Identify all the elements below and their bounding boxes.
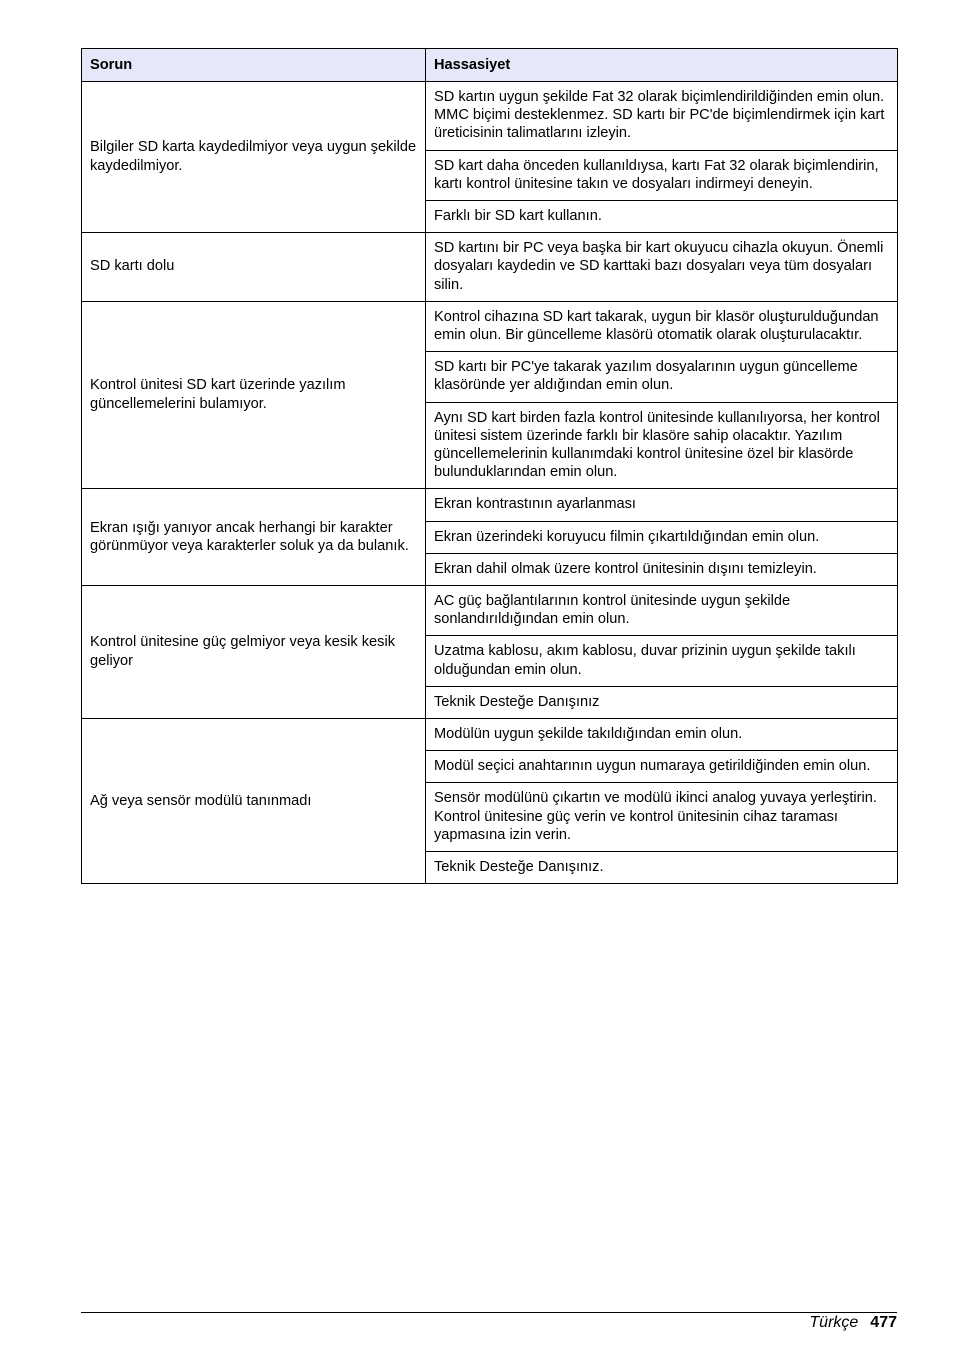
problem-cell: Bilgiler SD karta kaydedilmiyor veya uygun şekilde kaydedilmiyor. <box>82 82 426 233</box>
problem-cell: Kontrol ünitesine güç gelmiyor veya kesik kesik geliyor <box>82 586 426 719</box>
solution-cell: Uzatma kablosu, akım kablosu, duvar prizinin uygun şekilde takılı olduğundan emin olun. <box>426 636 898 686</box>
problem-cell: Ağ veya sensör modülü tanınmadı <box>82 719 426 884</box>
footer-language: Türkçe <box>809 1314 859 1331</box>
solution-cell: Ekran kontrastının ayarlanması <box>426 489 898 521</box>
troubleshooting-table <box>81 48 898 884</box>
table-row <box>82 233 898 302</box>
solution-cell: Ekran dahil olmak üzere kontrol ünitesinin dışını temizleyin. <box>426 553 898 585</box>
table-row <box>82 489 898 521</box>
page-footer <box>809 1313 897 1333</box>
problem-cell: SD kartı dolu <box>82 233 426 302</box>
solution-cell: Modülün uygun şekilde takıldığından emin olun. <box>426 719 898 751</box>
solution-cell: SD kartı bir PC'ye takarak yazılım dosyalarının uygun güncelleme klasöründe yer aldığından emin olun. <box>426 352 898 402</box>
solution-cell: Teknik Desteğe Danışınız <box>426 686 898 718</box>
table-header-row <box>82 49 898 82</box>
footer-divider <box>81 1312 897 1313</box>
table-row <box>82 586 898 636</box>
header-solution: Hassasiyet <box>426 49 898 82</box>
table-row <box>82 301 898 351</box>
solution-cell: Modül seçici anahtarının uygun numaraya getirildiğinden emin olun. <box>426 751 898 783</box>
table-row <box>82 82 898 151</box>
solution-cell: Sensör modülünü çıkartın ve modülü ikinci analog yuvaya yerleştirin. Kontrol ünitesine güç verin ve kontrol ünitesinin cihaz taraması yapmasına izin verin. <box>426 783 898 852</box>
page-number: 477 <box>870 1314 897 1331</box>
solution-cell: Aynı SD kart birden fazla kontrol ünitesinde kullanılıyorsa, her kontrol ünitesi sistem üzerinde farklı bir klasöre sahip olacaktır. Yazılım güncellemelerinin kullanımdaki kontrol ünitesine özel bir klasörde bulunduklarından emin olun. <box>426 402 898 489</box>
solution-cell: SD kart daha önceden kullanıldıysa, kartı Fat 32 olarak biçimlendirin, kartı kontrol ünitesine takın ve dosyaları indirmeyi deneyin. <box>426 150 898 200</box>
solution-cell: Ekran üzerindeki koruyucu filmin çıkartıldığından emin olun. <box>426 521 898 553</box>
solution-cell: Teknik Desteğe Danışınız. <box>426 852 898 884</box>
problem-cell: Ekran ışığı yanıyor ancak herhangi bir karakter görünmüyor veya karakterler soluk ya da bulanık. <box>82 489 426 586</box>
header-problem: Sorun <box>82 49 426 82</box>
solution-cell: AC güç bağlantılarının kontrol ünitesinde uygun şekilde sonlandırıldığından emin olun. <box>426 586 898 636</box>
solution-cell: SD kartını bir PC veya başka bir kart okuyucu cihazla okuyun. Önemli dosyaları kaydedin ve SD karttaki bazı dosyaları veya tüm dosyaları silin. <box>426 233 898 302</box>
table-row <box>82 719 898 751</box>
problem-cell: Kontrol ünitesi SD kart üzerinde yazılım güncellemelerini bulamıyor. <box>82 301 426 489</box>
solution-cell: Farklı bir SD kart kullanın. <box>426 201 898 233</box>
solution-cell: SD kartın uygun şekilde Fat 32 olarak biçimlendirildiğinden emin olun. MMC biçimi desteklenmez. SD kartı bir PC'de biçimlendirmek için kart üreticisinin talimatlarını izleyin. <box>426 82 898 151</box>
solution-cell: Kontrol cihazına SD kart takarak, uygun bir klasör oluşturulduğundan emin olun. Bir güncelleme klasörü otomatik olarak oluşturulacaktır. <box>426 301 898 351</box>
